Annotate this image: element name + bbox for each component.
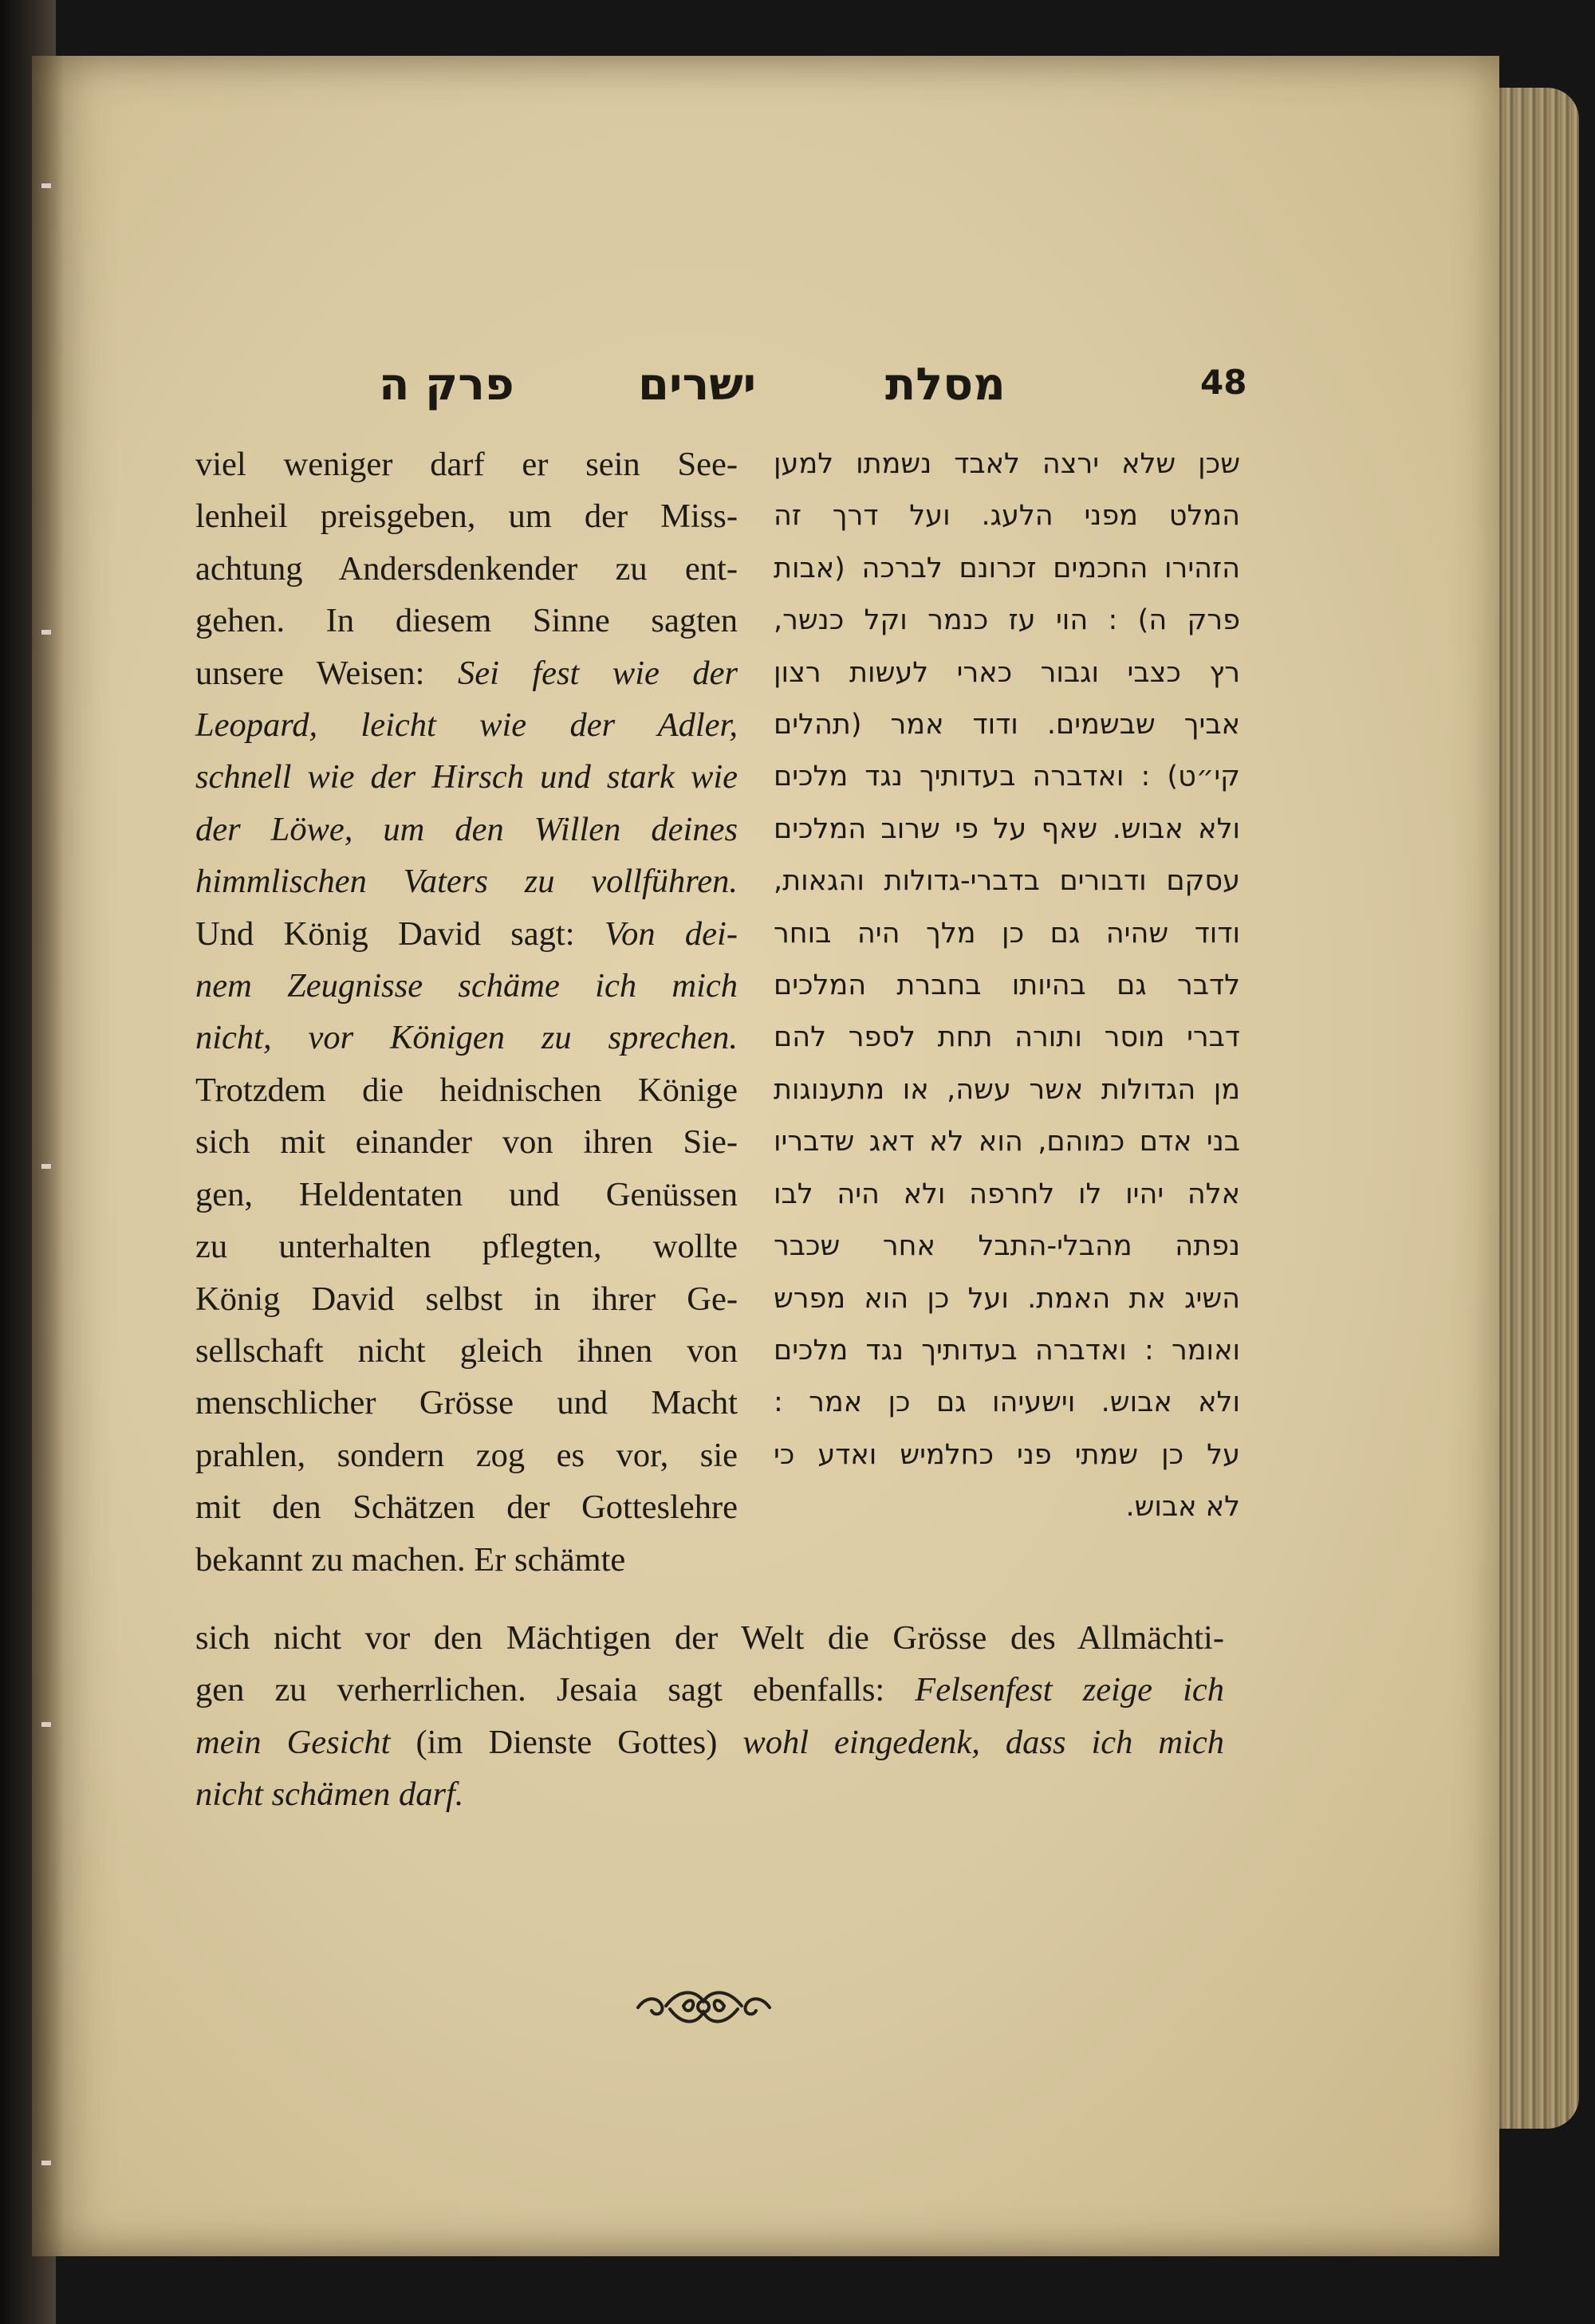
hebrew-line: נפתה מהבלי-התבל אחר שכבר: [774, 1230, 1240, 1263]
german-line: lenheil preisgeben, um der Miss-: [195, 497, 738, 536]
hebrew-line: רץ כצבי וגבור כארי לעשות רצון: [774, 656, 1240, 689]
german-line: gen, Heldentaten und Genüssen: [195, 1175, 738, 1213]
german-line: [195, 1768, 1224, 1820]
german-text: Und König David sagt:: [195, 914, 575, 953]
gutter-shadow: [32, 56, 64, 2256]
hebrew-line: ואומר : ואדברה בעדותיך נגד מלכים: [774, 1334, 1240, 1366]
hebrew-line: המלט מפני הלעג. ועל דרך זה: [774, 500, 1240, 533]
german-line: sich nicht vor den Mächtigen der Welt die Grösse des Allmächti-: [195, 1619, 1224, 1657]
german-line: [195, 804, 738, 855]
german-quote: himmlischen Vaters zu vollführen.: [195, 863, 738, 901]
german-full-width-paragraph: [195, 1612, 1224, 1821]
german-quote: nem Zeugnisse schäme ich mich: [195, 967, 738, 1005]
margin-mark: [41, 630, 51, 635]
german-text: gen zu verherrlichen. Jesaia sagt ebenfalls:: [195, 1671, 885, 1709]
german-column: [195, 438, 738, 1586]
running-title-word-1: מסלת: [885, 359, 1006, 411]
german-quote: wohl eingedenk, dass ich mich: [742, 1723, 1225, 1761]
hebrew-line: דברי מוסר ותורה תחת לספר להם: [774, 1021, 1240, 1054]
german-line: König David selbst in ihrer Ge-: [195, 1280, 738, 1318]
german-quote: nicht schämen darf.: [195, 1775, 464, 1814]
german-line: [195, 855, 738, 907]
hebrew-line: השיג את האמת. ועל כן הוא מפרש: [774, 1282, 1240, 1315]
german-line: mit den Schätzen der Gotteslehre: [195, 1488, 738, 1527]
hebrew-line: פרק ה) : הוי עז כנמר וקל כנשר,: [774, 604, 1240, 637]
german-text: (im Dienste Gottes): [415, 1723, 718, 1761]
hebrew-line: עסקם ודבורים בדברי-גדולות והגאות,: [774, 865, 1240, 898]
german-line: prahlen, sondern zog es vor, sie: [195, 1436, 738, 1474]
german-line: sellschaft nicht gleich ihnen von: [195, 1331, 738, 1370]
margin-mark: [41, 1722, 51, 1727]
german-line: [195, 1664, 1224, 1716]
hebrew-line: אביך שבשמים. ודוד אמר (תהלים: [774, 709, 1240, 741]
hebrew-column: [774, 438, 1240, 1534]
hebrew-line: אלה יהיו לו לחרפה ולא היה לבו: [774, 1178, 1240, 1210]
hebrew-line: ודוד שהיה גם כן מלך היה בוחר: [774, 917, 1240, 950]
german-line: sich mit einander von ihren Sie-: [195, 1123, 738, 1162]
german-quote: der Löwe, um den Willen deines: [195, 810, 738, 848]
german-line: bekannt zu machen. Er schämte: [195, 1540, 626, 1579]
running-title-word-2: ישרים: [638, 359, 757, 411]
hebrew-line: לדבר גם בהיותו בחברת המלכים: [774, 969, 1240, 1002]
german-line: [195, 699, 738, 751]
german-line: viel weniger darf er sein See-: [195, 446, 738, 483]
hebrew-line: הזהירו החכמים זכרונם לברכה (אבות: [774, 552, 1240, 584]
german-quote: Sei fest wie der: [457, 654, 738, 692]
german-line: [195, 1716, 1224, 1768]
german-line: [195, 908, 738, 960]
ornament-flourish-icon: [634, 1982, 774, 2030]
hebrew-line: קי״ט) : ואדברה בעדותיך נגד מלכים: [774, 761, 1240, 793]
german-line: zu unterhalten pflegten, wollte: [195, 1228, 738, 1266]
hebrew-line: על כן שמתי פני כחלמיש ואדע כי: [774, 1438, 1240, 1471]
german-text: unsere Weisen:: [195, 654, 425, 692]
page-number: 48: [1200, 363, 1247, 402]
german-line: [195, 1012, 738, 1064]
hebrew-line: ולא אבוש. שאף על פי שרוב המלכים: [774, 812, 1240, 845]
german-quote: mein Gesicht: [195, 1723, 391, 1761]
margin-mark: [41, 1164, 51, 1169]
german-quote: schnell wie der Hirsch und stark wie: [195, 758, 738, 796]
german-line: menschlicher Grösse und Macht: [195, 1384, 738, 1422]
hebrew-line: ולא אבוש. וישעיהו גם כן אמר :: [774, 1386, 1240, 1419]
margin-mark: [41, 2161, 51, 2165]
hebrew-line: בני אדם כמוהם, הוא לא דאג שדבריו: [774, 1126, 1240, 1158]
german-line: achtung Andersdenkender zu ent-: [195, 549, 738, 588]
german-line: gehen. In diesem Sinne sagten: [195, 602, 738, 640]
german-line: [195, 751, 738, 803]
running-title-chapter: פרק ה: [379, 359, 514, 411]
german-quote: Leopard, leicht wie der Adler,: [195, 706, 738, 745]
german-quote: nicht, vor Königen zu sprechen.: [195, 1019, 738, 1057]
german-line: [195, 647, 738, 699]
german-line: Trotzdem die heidnischen Könige: [195, 1071, 738, 1109]
german-quote: Felsenfest zeige ich: [915, 1671, 1224, 1709]
german-line: [195, 960, 738, 1012]
hebrew-line: לא אבוש.: [1125, 1491, 1240, 1524]
margin-mark: [41, 183, 51, 188]
german-quote: Von dei-: [604, 914, 738, 953]
hebrew-line: שכן שלא ירצה לאבד נשמתו למען: [774, 448, 1240, 480]
hebrew-line: מן הגדולות אשר עשה, או מתענוגות: [774, 1073, 1240, 1106]
